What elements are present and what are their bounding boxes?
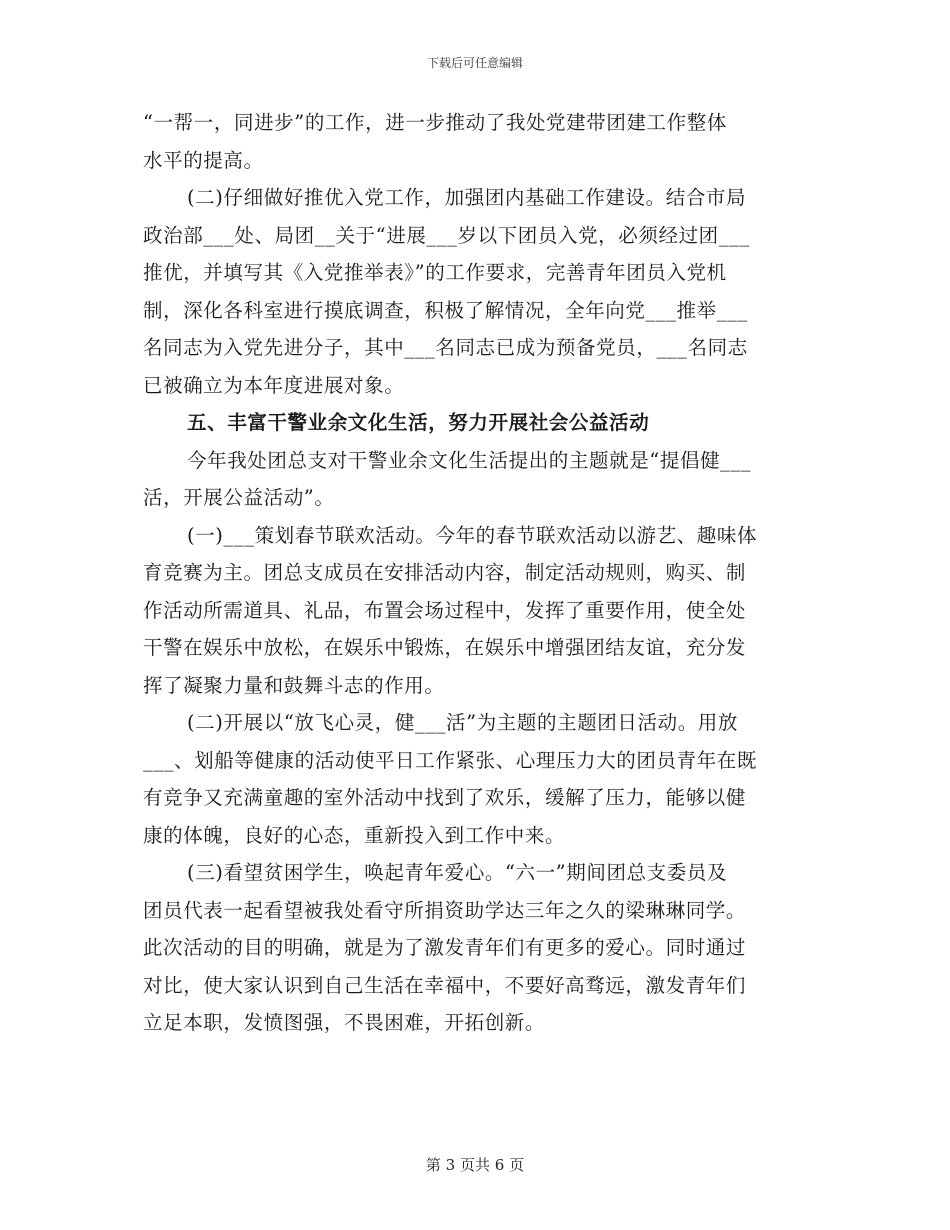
- paragraph-line: 干警在娱乐中放松，在娱乐中锻炼，在娱乐中增强团结友谊，充分发: [143, 636, 747, 659]
- paragraph-line: 推优，并填写其《入党推举表》”的工作要求，完善青年团员入党机: [143, 261, 727, 284]
- paragraph-line: (三)看望贫困学生，唤起青年爱心。“六一”期间团总支委员及: [187, 861, 728, 884]
- paragraph-line: (一)___策划春节联欢活动。今年的春节联欢活动以游艺、趣味体: [187, 523, 758, 547]
- paragraph-line: 制，深化各科室进行摸底调查，积极了解情况，全年向党___推举___: [143, 298, 748, 322]
- paragraph-line: (二)仔细做好推优入党工作，加强团内基础工作建设。结合市局: [187, 186, 747, 209]
- paragraph-line: 育竞赛为主。团总支成员在安排活动内容，制定活动规则，购买、制: [143, 561, 747, 584]
- paragraph-line: 政治部___处、局团__关于“进展___岁以下团员入党，必须经过团___: [143, 223, 750, 247]
- document-body: [143, 104, 807, 1042]
- paragraph-line: 有竞争又充满童趣的室外活动中找到了欢乐，缓解了压力，能够以健: [143, 786, 747, 809]
- paragraph-line: 对比，使大家认识到自己生活在幸福中，不要好高骛远，激发青年们: [143, 973, 747, 997]
- section-heading: 五、丰富干警业余文化生活，努力开展社会公益活动: [187, 411, 650, 434]
- paragraph-line: 名同志为入党先进分子，其中___名同志已成为预备党员，___名同志: [143, 336, 748, 359]
- paragraph-line: 挥了凝聚力量和鼓舞斗志的作用。: [143, 673, 445, 697]
- paragraph-line: 立足本职，发愤图强，不畏困难，开拓创新。: [143, 1011, 546, 1034]
- paragraph-line: 已被确立为本年度进展对象。: [143, 373, 405, 397]
- paragraph-line: 此次活动的目的明确，就是为了激发青年们有更多的爱心。同时通过: [143, 936, 747, 959]
- page-footer: 第 3 页共 6 页: [425, 1156, 525, 1174]
- paragraph-line: 今年我处团总支对干警业余文化生活提出的主题就是“提倡健___: [187, 448, 752, 472]
- page-header: 下载后可任意编辑: [426, 56, 523, 70]
- paragraph-line: 活，开展公益活动”。: [143, 486, 335, 509]
- paragraph-line: 团员代表一起看望被我处看守所捐资助学达三年之久的梁琳琳同学。: [143, 898, 747, 922]
- paragraph-line: (二)开展以“放飞心灵，健___活”为主题的主题团日活动。用放: [187, 711, 739, 734]
- paragraph-line: 水平的提高。: [143, 148, 264, 172]
- paragraph-line: ___、划船等健康的活动使平日工作紧张、心理压力大的团员青年在既: [143, 748, 757, 772]
- paragraph-line: “一帮一，同进步”的工作，进一步推动了我处党建带团建工作整体: [143, 111, 727, 134]
- paragraph-line: 康的体魄，良好的心态，重新投入到工作中来。: [143, 823, 566, 847]
- paragraph-line: 作活动所需道具、礼品，布置会场过程中，发挥了重要作用，使全处: [143, 598, 747, 622]
